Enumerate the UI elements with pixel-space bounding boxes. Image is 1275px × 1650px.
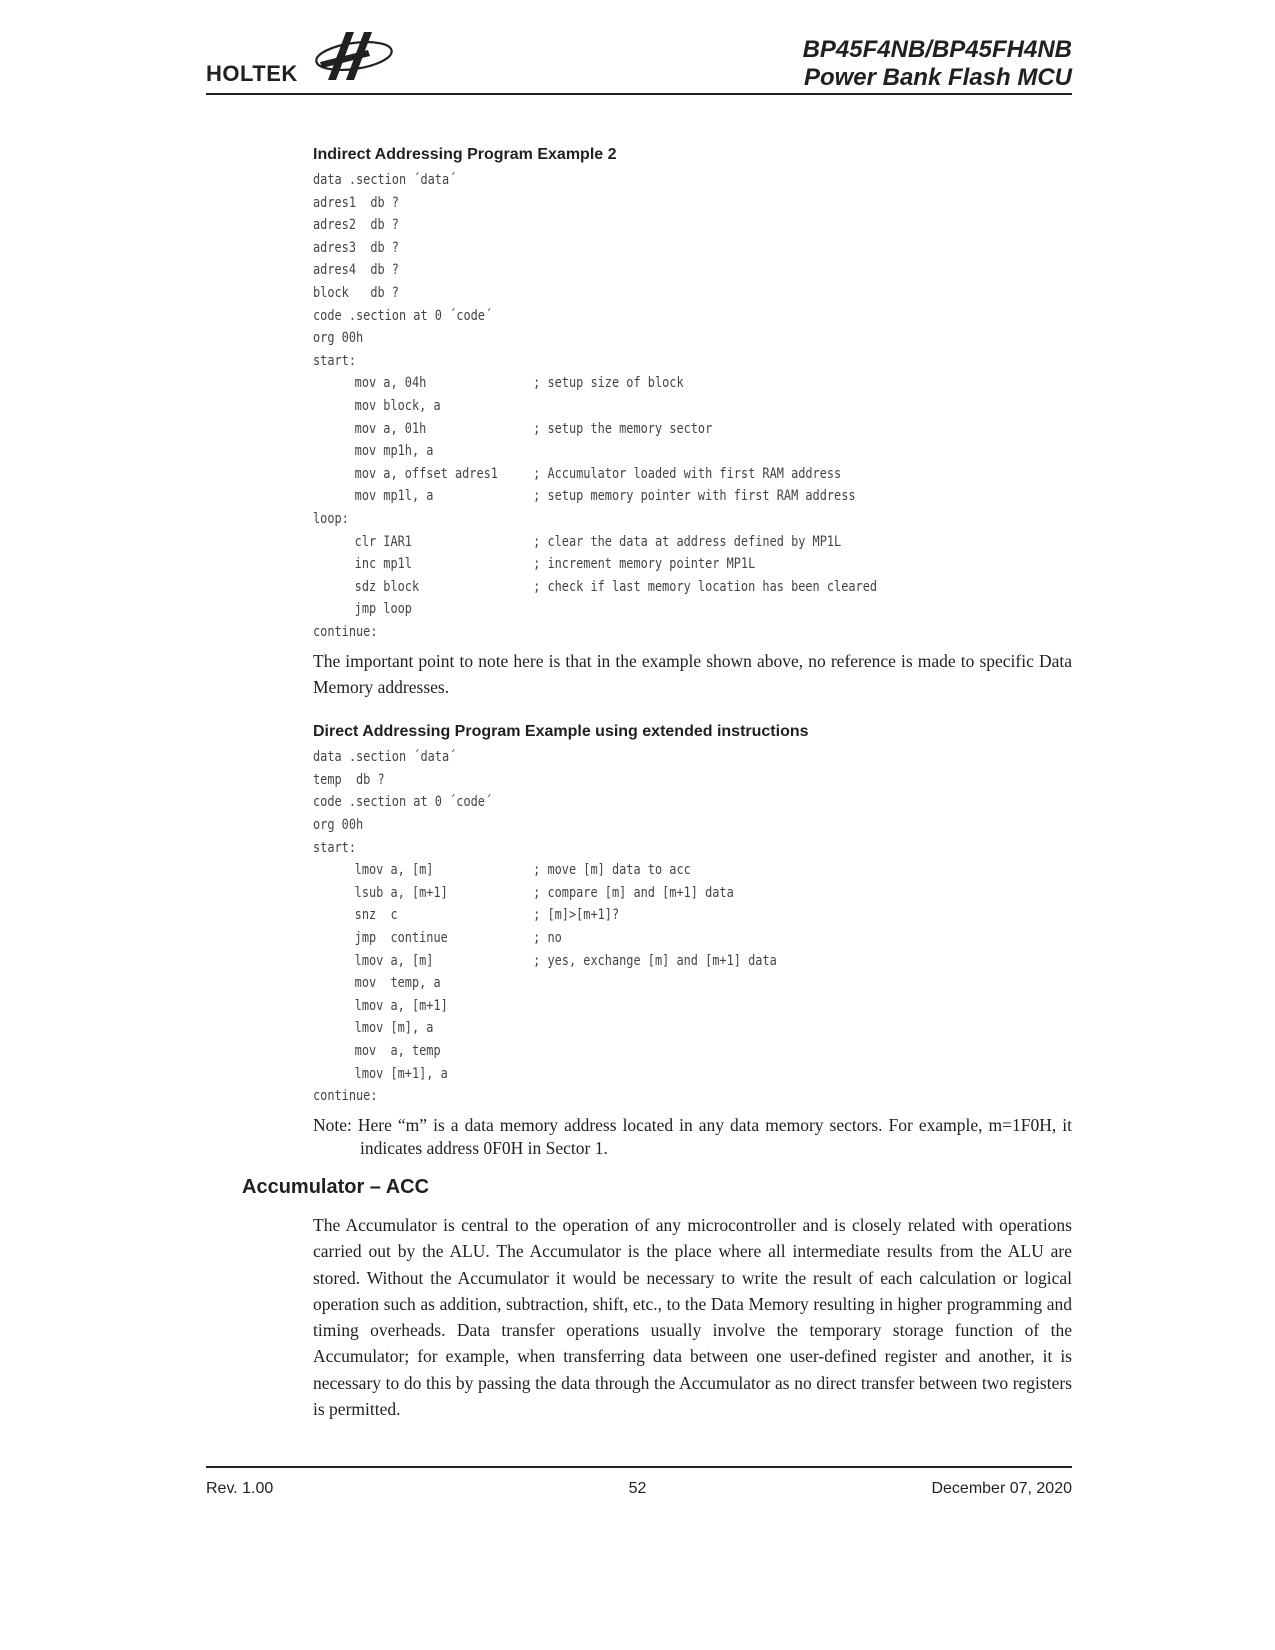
memory-note: Note: Here “m” is a data memory address located in any data memory sectors. For example, m=1F0H, it indicates address 0F0H in Sector 1. bbox=[313, 1114, 1072, 1159]
code-line bbox=[313, 995, 1072, 1018]
code-label: start: bbox=[313, 839, 356, 856]
code-instruction: lmov a, [m] bbox=[354, 952, 434, 969]
code-line bbox=[313, 282, 1072, 305]
code-line bbox=[313, 746, 1072, 769]
important-note-paragraph: The important point to note here is that in the example shown above, no reference is made to specific Data Memory addresses. bbox=[313, 650, 1072, 697]
revision: Rev. 1.00 bbox=[206, 1480, 274, 1497]
code-label: continue: bbox=[313, 623, 378, 640]
page-number: 52 bbox=[628, 1480, 647, 1497]
code-line bbox=[313, 350, 1072, 373]
code-instruction: mov a, temp bbox=[354, 1042, 441, 1059]
code-line bbox=[313, 169, 1072, 192]
brand-name: HOLTEK bbox=[206, 61, 298, 86]
code-line bbox=[313, 418, 1072, 441]
code-line bbox=[313, 904, 1072, 927]
code-label: code .section at 0 ´code´ bbox=[313, 307, 493, 324]
holtek-logo bbox=[206, 28, 396, 90]
code-instruction: lmov a, [m+1] bbox=[354, 997, 448, 1014]
code-label: block db ? bbox=[313, 284, 399, 301]
code-label: adres1 db ? bbox=[313, 194, 399, 211]
code-instruction: mov temp, a bbox=[354, 975, 441, 992]
code-instruction: jmp continue bbox=[354, 929, 448, 946]
accumulator-heading: Accumulator – ACC bbox=[242, 1176, 430, 1198]
code-instruction: lmov [m+1], a bbox=[354, 1065, 448, 1082]
code-comment: ; setup size of block bbox=[533, 375, 684, 392]
code-label: temp db ? bbox=[313, 771, 385, 788]
code-line bbox=[313, 440, 1072, 463]
code-comment: ; setup memory pointer with first RAM address bbox=[533, 488, 856, 505]
code-instruction: inc mp1l bbox=[354, 556, 412, 573]
code-line bbox=[313, 882, 1072, 905]
code-instruction: mov a, 04h bbox=[354, 375, 427, 392]
document-title bbox=[803, 36, 1072, 92]
code-label: continue: bbox=[313, 1088, 378, 1105]
direct-addressing-heading: Direct Addressing Program Example using extended instructions bbox=[313, 723, 809, 741]
code-instruction: lmov a, [m] bbox=[354, 862, 434, 879]
code-comment: ; [m]>[m+1]? bbox=[533, 907, 620, 924]
code-comment: ; compare [m] and [m+1] data bbox=[533, 884, 734, 901]
code-line bbox=[313, 1017, 1072, 1040]
code-line bbox=[313, 814, 1072, 837]
code-comment: ; yes, exchange [m] and [m+1] data bbox=[533, 952, 777, 969]
code-line bbox=[313, 192, 1072, 215]
code-label: data .section ´data´ bbox=[313, 749, 457, 766]
code-line bbox=[313, 1040, 1072, 1063]
code-line bbox=[313, 485, 1072, 508]
code-instruction: snz c bbox=[354, 907, 398, 924]
code-instruction: mov mp1h, a bbox=[354, 443, 434, 460]
code-instruction: mov block, a bbox=[354, 397, 441, 414]
code-line bbox=[313, 950, 1072, 973]
code-line bbox=[313, 1063, 1072, 1086]
code-line bbox=[313, 395, 1072, 418]
code-label: adres3 db ? bbox=[313, 239, 399, 256]
code-comment: ; check if last memory location has been cleared bbox=[533, 578, 878, 595]
product-name: Power Bank Flash MCU bbox=[803, 64, 1072, 91]
code-line bbox=[313, 463, 1072, 486]
code-comment: ; increment memory pointer MP1L bbox=[533, 556, 756, 573]
code-instruction: jmp loop bbox=[354, 601, 412, 618]
code-label: org 00h bbox=[313, 816, 364, 833]
code-line bbox=[313, 927, 1072, 950]
code-line bbox=[313, 769, 1072, 792]
code-instruction: sdz block bbox=[354, 578, 420, 595]
code-line bbox=[313, 791, 1072, 814]
indirect-addressing-code bbox=[313, 169, 1072, 644]
code-label: adres4 db ? bbox=[313, 262, 399, 279]
code-instruction: mov mp1l, a bbox=[354, 488, 434, 505]
revision-date: December 07, 2020 bbox=[931, 1480, 1072, 1497]
code-line bbox=[313, 214, 1072, 237]
code-label: data .section ´data´ bbox=[313, 172, 457, 188]
code-line bbox=[313, 576, 1072, 599]
indirect-addressing-heading: Indirect Addressing Program Example 2 bbox=[313, 146, 617, 163]
part-number: BP45F4NB/BP45FH4NB bbox=[802, 36, 1072, 63]
code-comment: ; clear the data at address defined by MP1L bbox=[533, 533, 842, 550]
direct-addressing-code bbox=[313, 746, 1072, 1108]
code-label: adres2 db ? bbox=[313, 217, 399, 234]
code-label: loop: bbox=[313, 510, 349, 527]
code-line bbox=[313, 972, 1072, 995]
code-line bbox=[313, 621, 1072, 644]
code-comment: ; Accumulator loaded with first RAM address bbox=[533, 465, 842, 482]
code-line bbox=[313, 553, 1072, 576]
code-line bbox=[313, 327, 1072, 350]
code-line bbox=[313, 305, 1072, 328]
accumulator-paragraph: The Accumulator is central to the operation of any microcontroller and is closely related with operations carried out by the ALU. The Accumulator is the place where all intermediate results from the ALU are stored. Without the Accumulator it would be necessary to write the result of each calculation or logical operation such as addition, subtraction, shift, etc., to the Data Memory resulting in higher programming and timing overheads. Data transfer operations usually involve the temporary storage function of the Accumulator; for example, when transferring data between one user-defined register and another, it is necessary to do this by passing the data through the Accumulator as no direct transfer between two registers is permitted. bbox=[313, 1215, 1072, 1420]
code-line bbox=[313, 237, 1072, 260]
code-line bbox=[313, 508, 1072, 531]
code-label: code .section at 0 ´code´ bbox=[313, 794, 493, 811]
footer-rule bbox=[206, 1466, 1072, 1468]
header-rule bbox=[206, 93, 1072, 95]
code-instruction: lmov [m], a bbox=[354, 1020, 434, 1037]
code-line bbox=[313, 372, 1072, 395]
code-label: start: bbox=[313, 352, 356, 369]
holtek-logo-icon bbox=[306, 28, 396, 88]
code-instruction: lsub a, [m+1] bbox=[354, 884, 448, 901]
code-instruction: mov a, 01h bbox=[354, 420, 427, 437]
code-label: org 00h bbox=[313, 330, 364, 347]
content-area bbox=[313, 145, 1072, 1161]
code-line bbox=[313, 859, 1072, 882]
code-instruction: mov a, offset adres1 bbox=[354, 465, 498, 482]
code-comment: ; no bbox=[533, 929, 562, 946]
code-line bbox=[313, 598, 1072, 621]
code-instruction: clr IAR1 bbox=[354, 533, 412, 550]
code-line bbox=[313, 1085, 1072, 1108]
code-line bbox=[313, 259, 1072, 282]
code-comment: ; setup the memory sector bbox=[533, 420, 713, 437]
code-line bbox=[313, 837, 1072, 860]
code-comment: ; move [m] data to acc bbox=[533, 862, 691, 879]
code-line bbox=[313, 531, 1072, 554]
